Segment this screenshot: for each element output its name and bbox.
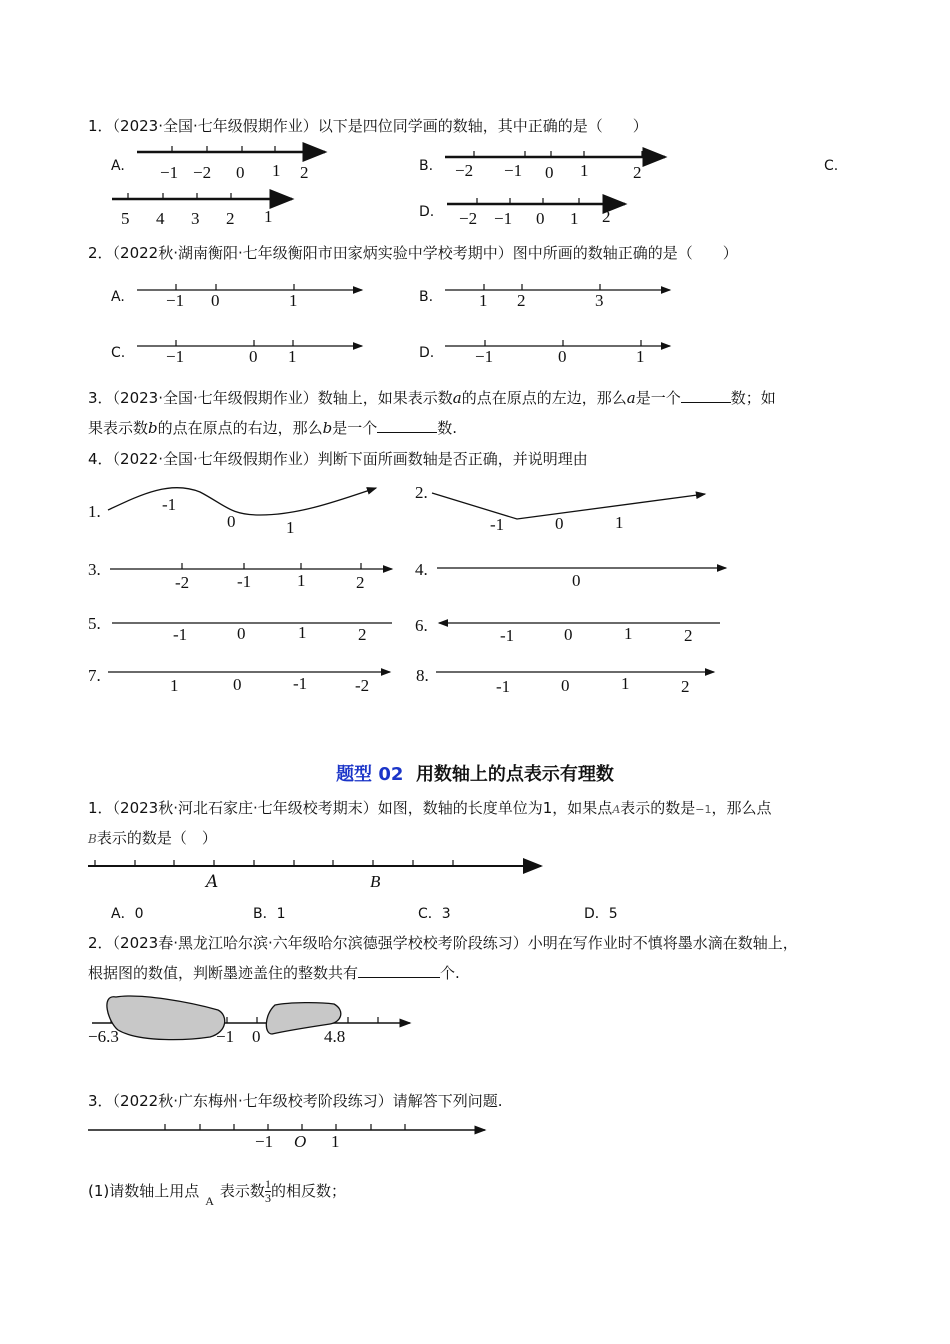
q2-option-c-label: C.: [111, 345, 126, 361]
svg-text:−1: −1: [494, 209, 513, 228]
svg-text:2: 2: [300, 163, 309, 182]
q1-option-c-axis: [121, 207, 273, 228]
svg-text:3: 3: [191, 209, 200, 228]
svg-text:1: 1: [288, 347, 297, 366]
q4-figure-4: [415, 560, 581, 590]
svg-text:0: 0: [555, 514, 564, 533]
svg-text:1.: 1.: [88, 502, 101, 521]
svg-text:0: 0: [227, 512, 236, 531]
svg-text:7.: 7.: [88, 666, 101, 685]
q2-option-b-axis: [479, 291, 604, 310]
q4-fig2-bent-line: [432, 493, 705, 519]
svg-text:3.: 3.: [88, 560, 101, 579]
p2-q1-option-a: A．0: [111, 906, 144, 922]
svg-text:0: 0: [572, 571, 581, 590]
svg-text:0: 0: [252, 1027, 261, 1046]
p2-q1-option-d: D．5: [584, 906, 618, 922]
svg-text:1: 1: [615, 513, 624, 532]
q1-option-b-label: B.: [419, 158, 434, 174]
q4-figure-1: [88, 495, 295, 537]
svg-text:A: A: [206, 872, 219, 892]
q2-option-a-axis: [166, 291, 298, 310]
svg-text:-1: -1: [500, 626, 515, 645]
svg-text:O: O: [294, 1132, 307, 1151]
q4-figure-6: [415, 616, 693, 645]
fraction-one-third: $\frac{1}{3}$: [264, 1177, 271, 1205]
q2-option-d-label: D.: [419, 345, 435, 361]
svg-text:2: 2: [358, 625, 367, 644]
svg-text:−1: −1: [475, 347, 494, 366]
svg-text:2: 2: [602, 207, 611, 226]
svg-text:1: 1: [286, 518, 295, 537]
answer-blank-a[interactable]: [681, 388, 731, 403]
svg-text:−2: −2: [459, 209, 478, 228]
svg-text:1: 1: [621, 674, 630, 693]
p2-q1-axis: [204, 872, 381, 892]
svg-text:0: 0: [536, 209, 545, 228]
svg-text:-1: -1: [496, 677, 511, 696]
svg-text:0: 0: [545, 163, 554, 182]
svg-text:−1: −1: [166, 291, 185, 310]
svg-text:-1: -1: [293, 674, 308, 693]
svg-text:6.: 6.: [415, 616, 428, 635]
q1-option-b-axis: [455, 161, 642, 182]
svg-text:-1: -1: [237, 572, 252, 591]
svg-text:−1: −1: [166, 347, 185, 366]
svg-text:8.: 8.: [416, 666, 429, 685]
svg-text:1: 1: [331, 1132, 340, 1151]
svg-text:B: B: [370, 872, 381, 891]
ink-blots: [88, 996, 345, 1046]
q1-text: 1．（2023·全国·七年级假期作业）以下是四位同学画的数轴，其中正确的是（ ）: [88, 117, 648, 135]
svg-text:0: 0: [564, 625, 573, 644]
q1-option-a-axis: [160, 161, 309, 182]
svg-text:4: 4: [156, 209, 165, 228]
q3-line2: 果表示数b的点在原点的右边，那么b是一个 数.: [88, 419, 458, 437]
svg-text:−1: −1: [160, 163, 179, 182]
svg-text:2: 2: [226, 209, 235, 228]
q4-figure-8: [416, 666, 690, 696]
q4-text: 4．（2022·全国·七年级假期作业）判断下面所画数轴是否正确，并说明理由: [88, 450, 588, 468]
q2-text: 2．（2022秋·湖南衡阳·七年级衡阳市田家炳实验中学校考期中）图中所画的数轴正确的是（ ）: [88, 244, 738, 262]
q4-fig1-curve: [108, 488, 376, 515]
q2-option-c-axis: [166, 347, 297, 366]
svg-text:2: 2: [681, 677, 690, 696]
q2-option-d-axis: [475, 347, 645, 366]
svg-text:4.: 4.: [415, 560, 428, 579]
svg-text:−2: −2: [455, 161, 474, 180]
svg-text:0: 0: [237, 624, 246, 643]
q1-option-c-label: C.: [824, 158, 839, 174]
svg-text:1: 1: [298, 623, 307, 642]
p2-q1-line1: 1．（2023秋·河北石家庄·七年级校考期末）如图，数轴的长度单位为1，如果点A表示的数是−1，那么点: [88, 799, 772, 817]
svg-text:3: 3: [595, 291, 604, 310]
p2-q3-sub1: (1)请数轴上用点$_A$表示数 $\frac{1}{3}$ 的相反数；: [88, 1177, 346, 1208]
q4-figure-3: [88, 560, 365, 592]
svg-text:0: 0: [249, 347, 258, 366]
p2-q3-text: 3．（2022秋·广东梅州·七年级校考阶段练习）请解答下列问题.: [88, 1092, 503, 1110]
p2-q2-line1: 2．（2023春·黑龙江哈尔滨·六年级哈尔滨德强学校校考阶段练习）小明在写作业时不慎将墨水滴在数轴上，: [88, 934, 798, 952]
svg-text:0: 0: [211, 291, 220, 310]
q4-figure-7: [88, 666, 369, 695]
svg-text:1: 1: [624, 624, 633, 643]
svg-text:0: 0: [561, 676, 570, 695]
answer-blank-b[interactable]: [377, 418, 437, 433]
svg-text:2: 2: [633, 163, 642, 182]
svg-text:4.8: 4.8: [324, 1027, 346, 1046]
p2-q2-line2: 根据图的数值，判断墨迹盖住的整数共有 个.: [88, 964, 460, 982]
svg-text:0: 0: [233, 675, 242, 694]
p2-q3-axis: [255, 1132, 340, 1151]
svg-text:-2: -2: [175, 573, 190, 592]
svg-text:-1: -1: [173, 625, 188, 644]
svg-text:2: 2: [517, 291, 526, 310]
svg-text:0: 0: [236, 163, 245, 182]
p2-q1-option-b: B．1: [253, 906, 286, 922]
svg-text:−1: −1: [255, 1132, 274, 1151]
p2-q1-option-c: C．3: [418, 906, 451, 922]
svg-text:−1: −1: [216, 1027, 235, 1046]
svg-text:1: 1: [297, 571, 306, 590]
svg-text:-1: -1: [490, 515, 505, 534]
p2-q1-line2: B表示的数是（ ）: [88, 829, 217, 847]
svg-text:1: 1: [479, 291, 488, 310]
svg-text:1: 1: [570, 209, 579, 228]
svg-text:0: 0: [558, 347, 567, 366]
q4-figure-5: [88, 614, 367, 644]
svg-text:-1: -1: [162, 495, 177, 514]
svg-text:5: 5: [121, 209, 130, 228]
svg-text:−1: −1: [504, 161, 523, 180]
answer-blank-count[interactable]: [358, 963, 440, 978]
svg-text:1: 1: [170, 676, 179, 695]
svg-text:2: 2: [356, 573, 365, 592]
svg-text:2.: 2.: [415, 483, 428, 502]
svg-text:1: 1: [264, 207, 273, 226]
svg-text:1: 1: [636, 347, 645, 366]
svg-text:−2: −2: [193, 163, 212, 182]
svg-text:-2: -2: [355, 676, 370, 695]
section-heading: 题型 02 用数轴上的点表示有理数: [336, 764, 614, 785]
svg-text:−6.3: −6.3: [88, 1027, 119, 1046]
q3-line1: 3．（2023·全国·七年级假期作业）数轴上，如果表示数a的点在原点的左边，那么a是一个 数；如: [88, 389, 776, 407]
svg-text:1: 1: [289, 291, 298, 310]
q1-option-d-label: D.: [419, 204, 435, 220]
svg-text:1: 1: [580, 161, 589, 180]
q1-option-d-axis: [459, 207, 611, 228]
q2-option-b-label: B.: [419, 289, 434, 305]
svg-text:2: 2: [684, 626, 693, 645]
q1-option-a-label: A.: [111, 158, 125, 174]
svg-text:1: 1: [272, 161, 281, 180]
q2-option-a-label: A.: [111, 289, 125, 305]
svg-text:5.: 5.: [88, 614, 101, 633]
